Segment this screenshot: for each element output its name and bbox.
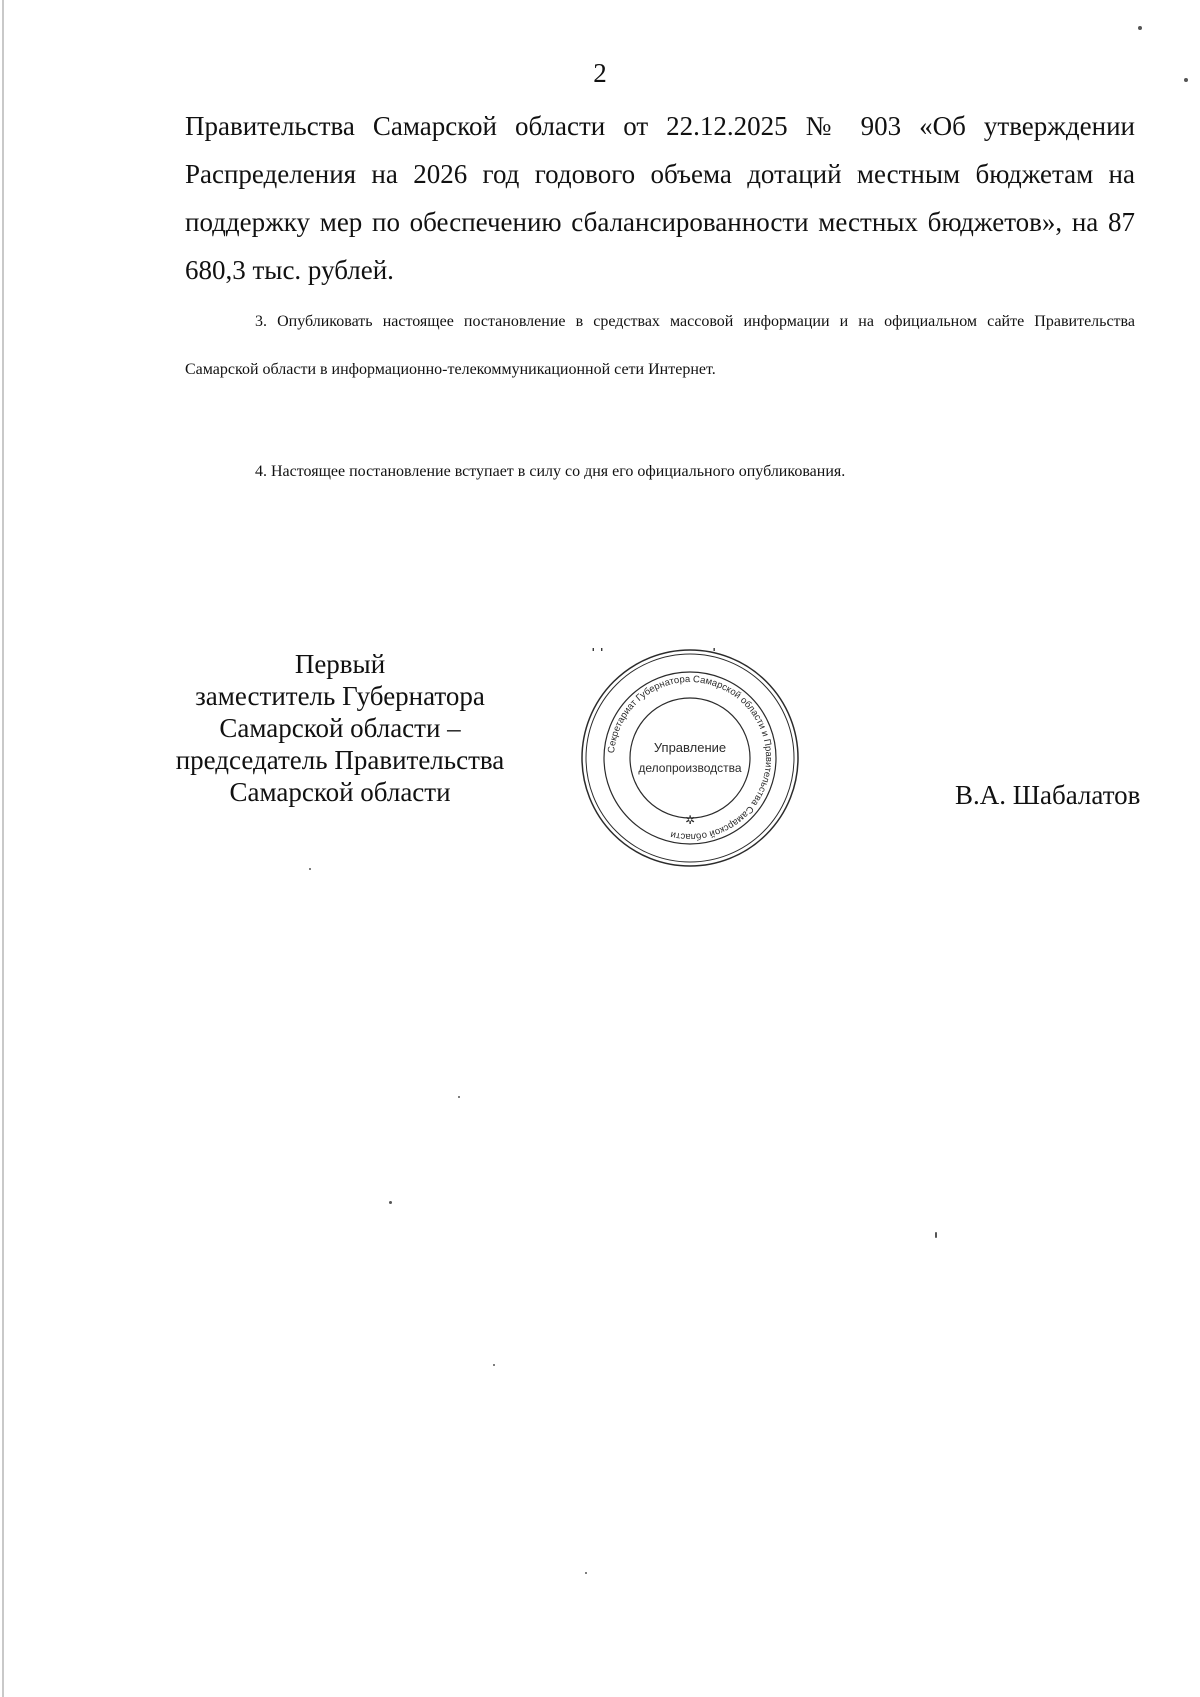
paragraph-3: 3. Опубликовать настоящее постановление в средствах массовой информации и на официальном сайте Правительства Самарской области в информационно-телекоммуникационной сети Интернет.	[185, 313, 1135, 378]
signatory-position	[150, 648, 530, 808]
scan-speck	[389, 1201, 392, 1204]
scan-speck	[458, 1096, 460, 1098]
official-seal	[580, 648, 800, 868]
seal-outer-text	[580, 648, 800, 652]
seal-center-line1: Управление	[653, 740, 727, 755]
seal-center-line2: делопроизводства	[638, 761, 742, 775]
position-line: заместитель Губернатора	[195, 681, 485, 711]
scan-speck	[1138, 26, 1142, 30]
position-line: Первый	[294, 649, 386, 679]
seal-graphic	[580, 648, 800, 868]
scan-speck	[493, 1364, 495, 1366]
scan-speck	[1184, 78, 1188, 82]
paragraph-text: Правительства Самарской области от 22.12.2025 № 903 «Об утверждении Распределения на 2026 год годового объема дотаций местным бюджетам на поддержку мер по обеспечению сбалансированности местных бюджетов», на 87 680,3 тыс. рублей.	[185, 111, 1135, 285]
paragraph-4: 4. Настоящее постановление вступает в силу со дня его официального опубликования.	[255, 463, 846, 480]
position-line: председатель Правительства	[175, 745, 505, 775]
scan-left-edge	[2, 0, 4, 1697]
scan-speck	[585, 1572, 587, 1574]
signatory-name: В.А. Шабалатов	[955, 780, 1141, 810]
seal-star-icon: ✲	[685, 813, 696, 827]
seal-inner-ring-text: Секретариат Губернатора Самарской области и Правительства Самарской области	[606, 673, 775, 843]
position-line: Самарской области	[229, 777, 451, 807]
page-number: 2	[593, 58, 607, 88]
position-line: Самарской области –	[219, 713, 461, 743]
paragraph-continuation	[185, 102, 1135, 294]
scan-speck	[935, 1232, 937, 1238]
scan-speck	[309, 868, 311, 870]
